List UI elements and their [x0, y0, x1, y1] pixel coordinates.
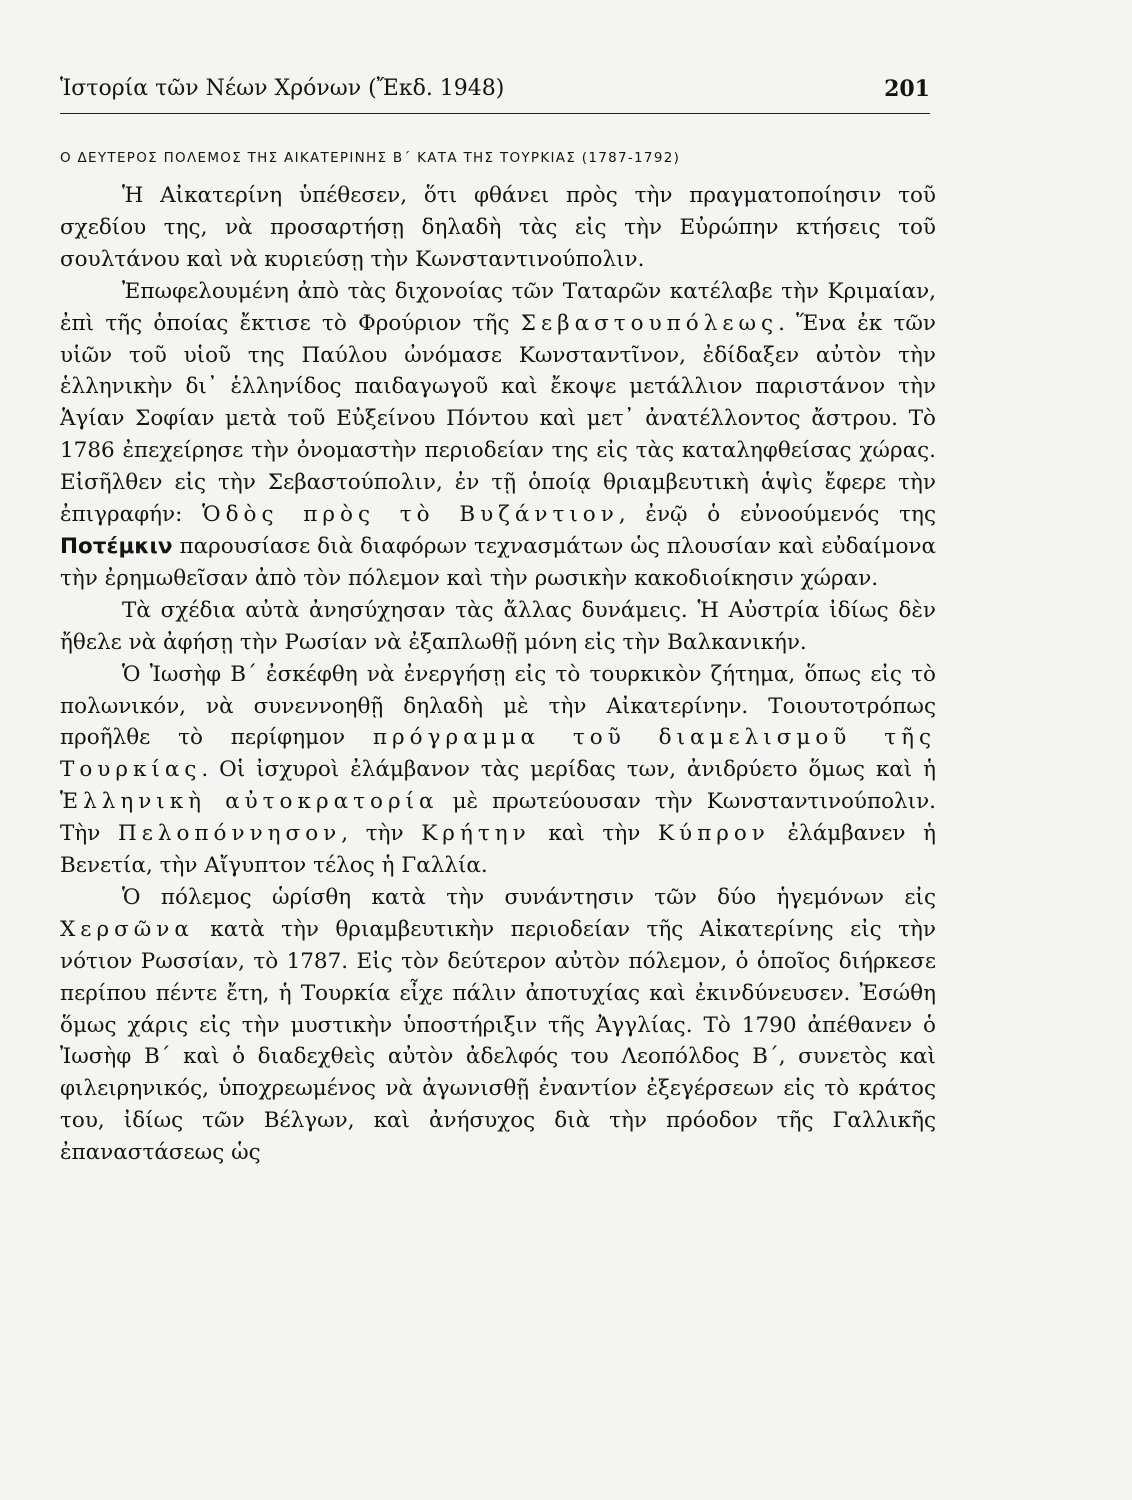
running-header: [60, 76, 930, 106]
text-run: παρουσίασε διὰ διαφόρων τεχνασμάτων ὡς πλουσίαν καὶ εὐδαίμονα τὴν ἐρημωθεῖσαν ἀπὸ τὸν πόλεμον καὶ τὴν ρωσικὴν κακοδιοίκησιν χώραν.: [60, 533, 936, 591]
spaced-term-kherson: Χερσῶνα: [60, 916, 194, 942]
text-run: , τὴν: [341, 821, 422, 847]
body-text: [60, 180, 936, 1169]
section-heading: Ο ΔΕΥΤΕΡΟΣ ΠΟΛΕΜΟΣ ΤΗΣ ΑΙΚΑΤΕΡΙΝΗΣ Β΄ ΚΑΤΑ ΤΗΣ ΤΟΥΡΚΙΑΣ (1787-1792): [60, 150, 681, 166]
paragraph-3: Τὰ σχέδια αὐτὰ ἀνησύχησαν τὰς ἄλλας δυνάμεις. Ἡ Αὐστρία ἰδίως δὲν ἤθελε νὰ ἀφήσῃ τὴν Ρωσίαν νὰ ἐξαπλωθῇ μόνη εἰς τὴν Βαλκανικήν.: [60, 597, 936, 655]
bold-term-potemkin: Ποτέμκιν: [60, 533, 173, 559]
text-run: μὲ πρωτεύουσαν τὴν Κωνσταντινούπολιν. Τὴν: [60, 789, 936, 847]
spaced-term-peloponnese: Πελοπόννησον: [117, 821, 342, 847]
text-run: Ὁ πόλεμος ὡρίσθη κατὰ τὴν συνάντησιν τῶν δύο ἡγεμόνων εἰς: [122, 884, 936, 910]
paragraph-2: [60, 276, 936, 595]
text-run: Ὁ Ἰωσὴφ Β΄ ἐσκέφθη νὰ ἐνεργήσῃ εἰς τὸ τουρκικὸν ζήτημα, ὅπως εἰς τὸ πολωνικόν, νὰ συνεννοηθῇ δηλαδὴ μὲ τὴν Αἰκατερίνην. Τοιουτοτρόπως προῆλθε τὸ περίφημον: [60, 661, 936, 751]
spaced-term-sevastopol: Σεβαστουπόλεως: [520, 310, 779, 336]
text-run: καὶ τὴν: [530, 821, 658, 847]
paragraph-4: [60, 659, 936, 882]
spaced-term-crete: Κρήτην: [421, 821, 531, 847]
text-run: . Οἱ ἰσχυροὶ ἐλάμβανον τὰς μερίδας των, ἀνιδρύετο ὅμως καὶ ἡ: [201, 757, 936, 783]
text-run: κατὰ τὴν θριαμβευτικὴν περιοδείαν τῆς Αἰκατερίνης εἰς τὴν νότιον Ρωσσίαν, τὸ 1787. Εἰς τὸν δεύτερον αὐτὸν πόλεμον, ὁ ὁποῖος διήρκεσε περίπου πέντε ἔτη, ἡ Τουρκία εἶχε πάλιν ἀποτυχίας καὶ ἐκινδύνευσεν. Ἐσώθη ὅμως χάρις εἰς τὴν μυστικὴν ὑποστήριξιν τῆς Ἀγγλίας. Τὸ 1790 ἀπέθανεν ὁ Ἰωσὴφ Β΄ καὶ ὁ διαδεχθεὶς αὐτὸν ἀδελφός του Λεοπόλδος Β΄, συνετὸς καὶ φιλειρηνικός, ὑποχρεωμένος νὰ ἀγωνισθῇ ἐναντίον ἐξεγέρσεων εἰς τὸ κράτος του, ἰδίως τῶν Βέλγων, καὶ ἀνήσυχος διὰ τὴν πρόοδον τῆς Γαλλικῆς ἐπαναστάσεως ὡς: [60, 916, 936, 1166]
header-rule: [60, 113, 930, 114]
paragraph-1: Ἡ Αἰκατερίνη ὑπέθεσεν, ὅτι φθάνει πρὸς τὴν πραγματοποίησιν τοῦ σχεδίου της, νὰ προσαρτήσῃ δηλαδὴ τὰς εἰς τὴν Εὐρώπην κτήσεις τοῦ σουλτάνου καὶ νὰ κυριεύσῃ τὴν Κωνσταντινούπολιν.: [60, 183, 936, 272]
text-run: , ἐνῷ ὁ εὐνοούμενός της: [618, 502, 936, 528]
spaced-term-inscription: Ὁδὸς πρὸς τὸ Βυζάντιον: [202, 502, 619, 528]
text-run: . Ἕνα ἐκ τῶν υἱῶν τοῦ υἱοῦ της Παύλου ὠνόμασε Κωνσταντῖνον, ἐδίδαξεν αὐτὸν τὴν ἑλληνικὴν δι᾿ ἑλληνίδος παιδαγωγοῦ καὶ ἔκοψε μετάλλιον παριστάνον τὴν Ἁγίαν Σοφίαν μετὰ τοῦ Εὐξείνου Πόντου καὶ μετ᾿ ἀνατέλλοντος ἄστρου. Τὸ 1786 ἐπεχείρησε τὴν ὀνομαστὴν περιοδείαν της εἰς τὰς καταληφθείσας χώρας. Εἰσῆλθεν εἰς τὴν Σεβαστούπολιν, ἐν τῇ ὁποίᾳ θριαμβευτικὴ ἁψὶς ἔφερε τὴν ἐπιγραφήν:: [60, 310, 936, 528]
text-run: Ἐπωφελουμένη ἀπὸ τὰς διχονοίας τῶν Ταταρῶν κατέλαβε τὴν Κριμαίαν, ἐπὶ τῆς ὁποίας ἔκτισε τὸ Φρούριον τῆς: [60, 278, 936, 336]
page-number: 201: [884, 76, 930, 102]
paragraph-5: [60, 882, 936, 1169]
text-run: ἐλάμβανεν ἡ Βενετία, τὴν Αἴγυπτον τέλος ἡ Γαλλία.: [60, 821, 936, 879]
spaced-term-cyprus: Κύπρον: [657, 821, 770, 847]
spaced-term-programme: πρόγραμμα τοῦ διαμελισμοῦ τῆς Τουρκίας: [60, 725, 937, 783]
spaced-term-greek-empire: Ἑλληνικὴ αὐτοκρατορία: [60, 789, 439, 815]
book-title: Ἱστορία τῶν Νέων Χρόνων (Ἔκδ. 1948): [60, 76, 505, 101]
